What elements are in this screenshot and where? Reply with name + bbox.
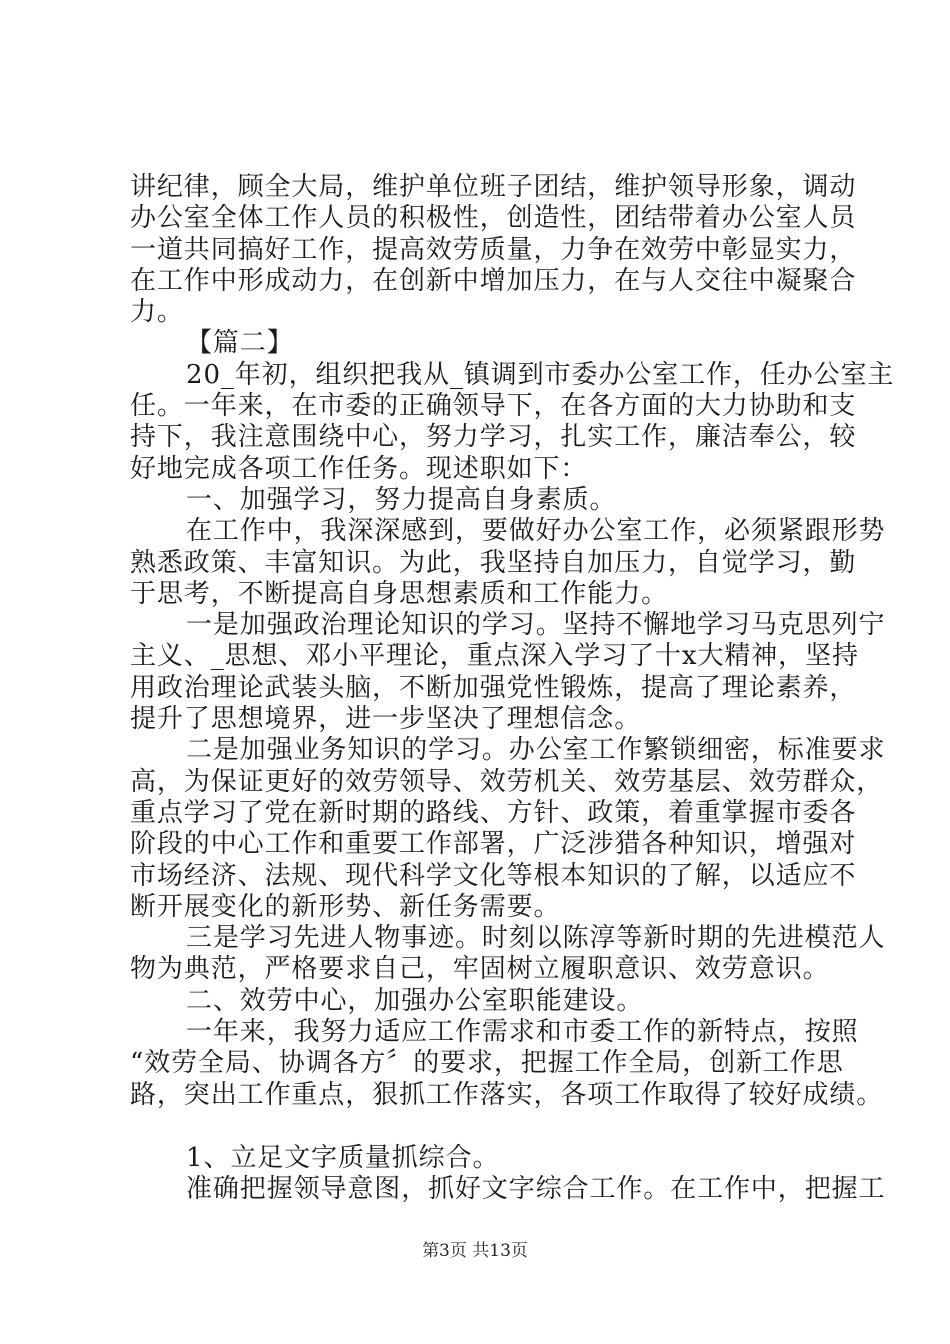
text-line: 办公室全体工作人员的积极性，创造性，团结带着办公室人员 [130,203,857,234]
text-line: 一是加强政治理论知识的学习。坚持不懈地学习马克思列宁 [186,610,886,641]
text-line: 一道共同搞好工作，提高效劳质量，力争在效劳中彰显实力， [130,234,857,265]
subsection-heading: 二、效劳中心，加强办公室职能建设。 [186,985,644,1016]
text-line: 力。 [130,297,184,328]
text-line: 好地完成各项工作任务。现述职如下： [130,453,588,484]
text-line: 市场经济、法规、现代科学文化等根本知识的了解，以适应不 [130,860,857,891]
text-line: 断开展变化的新形势、新任务需要。 [130,891,561,922]
page-indicator: 第3页 共13页 [422,1241,528,1261]
text-line: 在工作中形成动力，在创新中增加压力，在与人交往中凝聚合 [130,265,857,296]
text-line: 二是加强业务知识的学习。办公室工作繁锁细密，标准要求 [186,735,886,766]
section-heading: 【篇二】 [186,328,294,359]
text-line: 高，为保证更好的效劳领导、效劳机关、效劳基层、效劳群众， [130,766,884,797]
text-line: 阶段的中心工作和重要工作部署，广泛涉猎各种知识，增强对 [130,829,857,860]
text-line: “效劳全局、协调各方〞的要求，把握工作全局，创新工作思 [130,1048,844,1079]
item-heading: 1、立足文字质量抓综合。 [186,1142,500,1173]
text-line: 于思考，不断提高自身思想素质和工作能力。 [130,578,669,609]
document-body [130,172,895,1206]
text-line: 一年来，我努力适应工作需求和市委工作的新特点，按照 [186,1017,859,1048]
paragraph-gap [130,1111,830,1143]
text-line: 三是学习先进人物事迹。时刻以陈淳等新时期的先进模范人 [186,923,886,954]
text-line: 持下，我注意围绕中心，努力学习，扎实工作，廉洁奉公，较 [130,422,857,453]
text-line: 准确把握领导意图，抓好文字综合工作。在工作中，把握工 [186,1174,886,1205]
text-line: 熟悉政策、丰富知识。为此，我坚持自加压力，自觉学习，勤 [130,547,857,578]
text-line: 路，突出工作重点，狠抓工作落实，各项工作取得了较好成绩。 [130,1079,884,1110]
text-line: 重点学习了党在新时期的路线、方针、政策，着重掌握市委各 [130,797,857,828]
text-line: 物为典范，严格要求自己，牢固树立履职意识、效劳意识。 [130,954,830,985]
text-line: 在工作中，我深深感到，要做好办公室工作，必须紧跟形势 [186,516,886,547]
subsection-heading: 一、加强学习，努力提高自身素质。 [186,484,617,515]
text-line: 20_年初，组织把我从_镇调到市委办公室工作，任办公室主 [186,359,895,390]
text-line: 任。一年来，在市委的正确领导下，在各方面的大力协助和支 [130,391,857,422]
text-line: 讲纪律，顾全大局，维护单位班子团结，维护领导形象，调动 [130,172,857,202]
text-line: 用政治理论武装头脑，不断加强党性锻炼，提高了理论素养， [130,672,857,703]
text-line: 提升了思想境界，进一步坚决了理想信念。 [130,704,642,735]
text-line: 主义、_思想、邓小平理论，重点深入学习了十x大精神，坚持 [130,641,859,672]
